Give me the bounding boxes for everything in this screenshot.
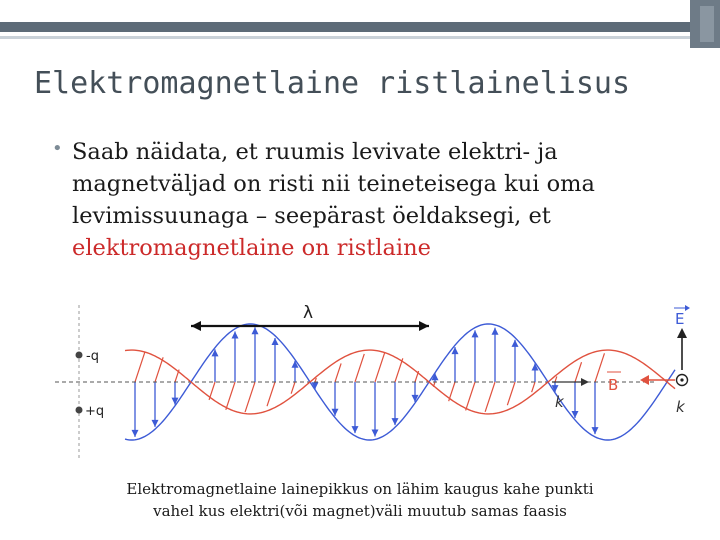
magnetic-field-vector	[395, 358, 403, 382]
wavelength-marker	[191, 303, 429, 331]
magnetic-field-vector	[155, 357, 163, 382]
field-orientation-legend	[607, 305, 690, 416]
magnetic-field-vector	[555, 376, 557, 382]
magnetic-field-vector	[245, 382, 255, 412]
header-bar-light	[0, 36, 690, 39]
electric-field-vector-head	[352, 426, 359, 433]
electric-field-vector-head	[252, 327, 259, 334]
magnetic-field-vector	[507, 382, 515, 405]
electric-field-vector-head	[232, 331, 239, 338]
caption-line-1: Elektromagnetlaine lainepikkus on lähim kaugus kahe punkti	[126, 480, 594, 498]
header-corner-inner	[700, 6, 714, 42]
caption-line-2: vahel kus elektri(või magnet)väli muutub samas faasis	[153, 502, 567, 520]
magnetic-field-vector	[315, 378, 316, 382]
wavelength-label: λ	[303, 303, 314, 323]
em-wave-diagram	[55, 300, 715, 460]
magnetic-field-vector	[335, 363, 341, 382]
magnetic-field-vector	[135, 352, 145, 382]
b-direction-arrowhead	[640, 375, 649, 385]
wave-figure	[55, 300, 715, 460]
positive-charge-dot	[76, 407, 83, 414]
slide-header-decoration	[0, 0, 720, 40]
electric-field-vector-head	[372, 430, 379, 437]
magnetic-field-vector	[355, 354, 364, 382]
bullet-list	[52, 136, 692, 264]
magnetic-field-vector	[267, 382, 275, 406]
bullet-text: Saab näidata, et ruumis levivate elektri- ja magnetväljad on risti nii teineteisega kui oma levimissuunaga – seepärast öeldaksegi, et	[72, 139, 595, 229]
wavelength-arrowhead-left	[191, 321, 201, 331]
magnetic-field-vector	[466, 382, 475, 410]
slide-title: Elektromagnetlaine ristlainelisus	[34, 66, 631, 101]
wavelength-arrowhead-right	[419, 321, 429, 331]
k-out-of-plane-dot	[680, 378, 683, 381]
magnetic-field-vector	[291, 382, 295, 394]
bullet-marker: •	[52, 138, 63, 159]
magnetic-field-vector	[226, 382, 235, 410]
e-direction-arrowhead	[677, 328, 687, 338]
e-label-overbar-tip	[685, 305, 690, 311]
b-label: B	[608, 376, 619, 394]
k-arrow-head	[581, 378, 589, 386]
k-label: k	[555, 393, 564, 411]
bullet-item	[72, 136, 692, 264]
electric-field-vector-head	[472, 330, 479, 337]
magnetic-field-vector	[575, 362, 582, 382]
magnetic-field-vector	[532, 382, 535, 392]
bullet-highlight: elektromagnetlaine on ristlaine	[72, 235, 431, 261]
positive-charge	[76, 404, 105, 419]
figure-caption	[40, 478, 680, 522]
positive-charge-label: +q	[85, 404, 105, 419]
wave-k-vector	[552, 378, 589, 411]
magnetic-field-vector	[375, 352, 385, 382]
header-bar-dark	[0, 22, 690, 32]
electric-field-vector-head	[152, 420, 159, 427]
electric-field-vector-head	[492, 328, 499, 335]
negative-charge-dot	[76, 352, 83, 359]
electric-field-vector-head	[132, 430, 139, 437]
e-label: E	[675, 310, 685, 328]
k-legend-label: k	[676, 398, 685, 416]
negative-charge-label: -q	[86, 349, 99, 364]
electric-field-vector-head	[592, 427, 599, 434]
magnetic-field-vector	[595, 353, 604, 382]
magnetic-field-vector	[485, 382, 495, 412]
